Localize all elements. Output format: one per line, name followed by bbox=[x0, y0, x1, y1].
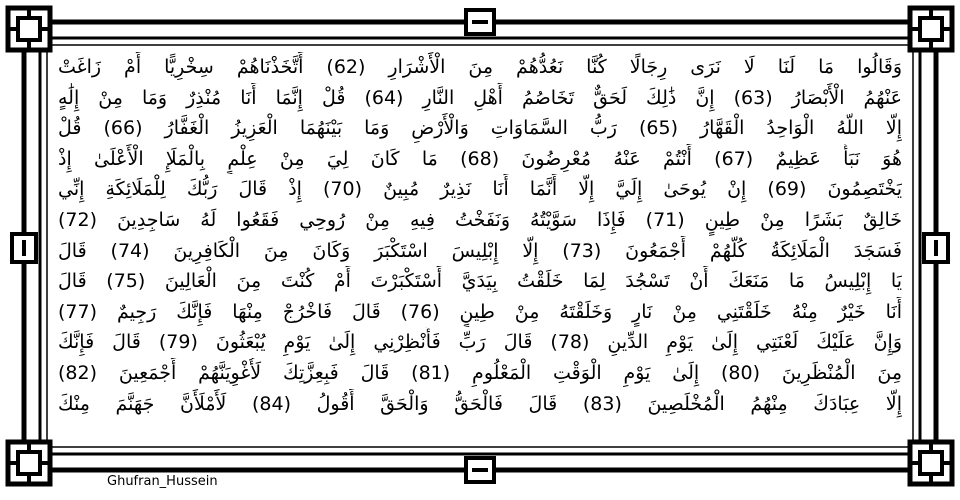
verse-line: إِلَّا اللَّهُ الْوَاحِدُ الْقَهَّارُ (65) رَبُّ السَّمَاوَاتِ وَالْأَرْضِ وَمَا بَيْنَهُمَا الْعَزِيزُ الْغَفَّارُ (66) قُلْ bbox=[58, 117, 902, 140]
edge-ornament-right bbox=[924, 234, 948, 262]
verse-line: إِلَّا عِبَادَكَ مِنْهُمُ الْمُخْلَصِينَ (83) قَالَ فَالْحَقُّ وَالْحَقَّ أَقُولُ (84) لَأَمْلَأَنَّ جَهَنَّمَ مِنْكَ bbox=[58, 392, 902, 415]
verse-line: فَسَجَدَ الْمَلَائِكَةُ كُلُّهُمْ أَجْمَعُونَ (73) إِلَّا إِبْلِيسَ اسْتَكْبَرَ وَكَانَ مِنَ الْكَافِرِينَ (74) قَالَ bbox=[58, 239, 902, 262]
author-signature: Ghufran_Hussein bbox=[107, 474, 218, 489]
verse-line: أَنَا خَيْرٌ مِنْهُ خَلَقْتَنِي مِنْ نَارٍ وَخَلَقْتَهُ مِنْ طِينٍ (76) قَالَ فَاخْرُجْ مِنْهَا فَإِنَّكَ رَجِيمٌ (77) bbox=[58, 300, 902, 323]
corner-ornament-bottom-right bbox=[910, 442, 952, 484]
corner-ornament-top-left bbox=[8, 8, 50, 50]
verse-line: مِنَ الْمُنْظَرِينَ (80) إِلَىٰ يَوْمِ الْوَقْتِ الْمَعْلُومِ (81) قَالَ فَبِعِزَّتِكَ لَأُغْوِيَنَّهُمْ أَجْمَعِينَ (82) bbox=[58, 361, 902, 384]
verse-line: هُوَ نَبَأٌ عَظِيمٌ (67) أَنْتُمْ عَنْهُ مُعْرِضُونَ (68) مَا كَانَ لِيَ مِنْ عِلْمٍ بِالْمَلَإِ الْأَعْلَىٰ إِذْ bbox=[58, 147, 902, 170]
edge-ornament-left bbox=[12, 234, 36, 262]
corner-ornament-top-right bbox=[910, 8, 952, 50]
verse-line: وَإِنَّ عَلَيْكَ لَعْنَتِي إِلَىٰ يَوْمِ الدِّينِ (78) قَالَ رَبِّ فَأَنْظِرْنِي إِلَىٰ يَوْمِ يُبْعَثُونَ (79) قَالَ فَإِنَّكَ bbox=[58, 331, 902, 354]
corner-ornament-bottom-left bbox=[8, 442, 50, 484]
edge-ornament-top bbox=[466, 10, 494, 34]
verse-line: يَخْتَصِمُونَ (69) إِنْ يُوحَىٰ إِلَيَّ إِلَّا أَنَّمَا أَنَا نَذِيرٌ مُبِينٌ (70) إِذْ قَالَ رَبُّكَ لِلْمَلَائِكَةِ إِنِّي bbox=[58, 178, 902, 201]
verses-text-block bbox=[58, 52, 902, 450]
verse-line: عَنْهُمُ الْأَبْصَارُ (63) إِنَّ ذَٰلِكَ لَحَقٌّ تَخَاصُمُ أَهْلِ النَّارِ (64) قُلْ إِنَّمَا أَنَا مُنْذِرٌ وَمَا مِنْ إِلَٰهٍ bbox=[58, 86, 902, 109]
verse-line: خَالِقٌ بَشَرًا مِنْ طِينٍ (71) فَإِذَا سَوَّيْتُهُ وَنَفَخْتُ فِيهِ مِنْ رُوحِي فَقَعُوا لَهُ سَاجِدِينَ (72) bbox=[58, 208, 902, 231]
edge-ornament-bottom bbox=[466, 458, 494, 482]
verse-line: يَا إِبْلِيسُ مَا مَنَعَكَ أَنْ تَسْجُدَ لِمَا خَلَقْتُ بِيَدَيَّ أَسْتَكْبَرْتَ أَمْ كُنْتَ مِنَ الْعَالِينَ (75) قَالَ bbox=[58, 270, 902, 293]
verse-line: وَقَالُوا مَا لَنَا لَا نَرَى رِجَالًا كُنَّا نَعُدُّهُمْ مِنَ الْأَشْرَارِ (62) أَتَّخَذْنَاهُمْ سِخْرِيًّا أَمْ زَاغَتْ bbox=[58, 56, 902, 78]
